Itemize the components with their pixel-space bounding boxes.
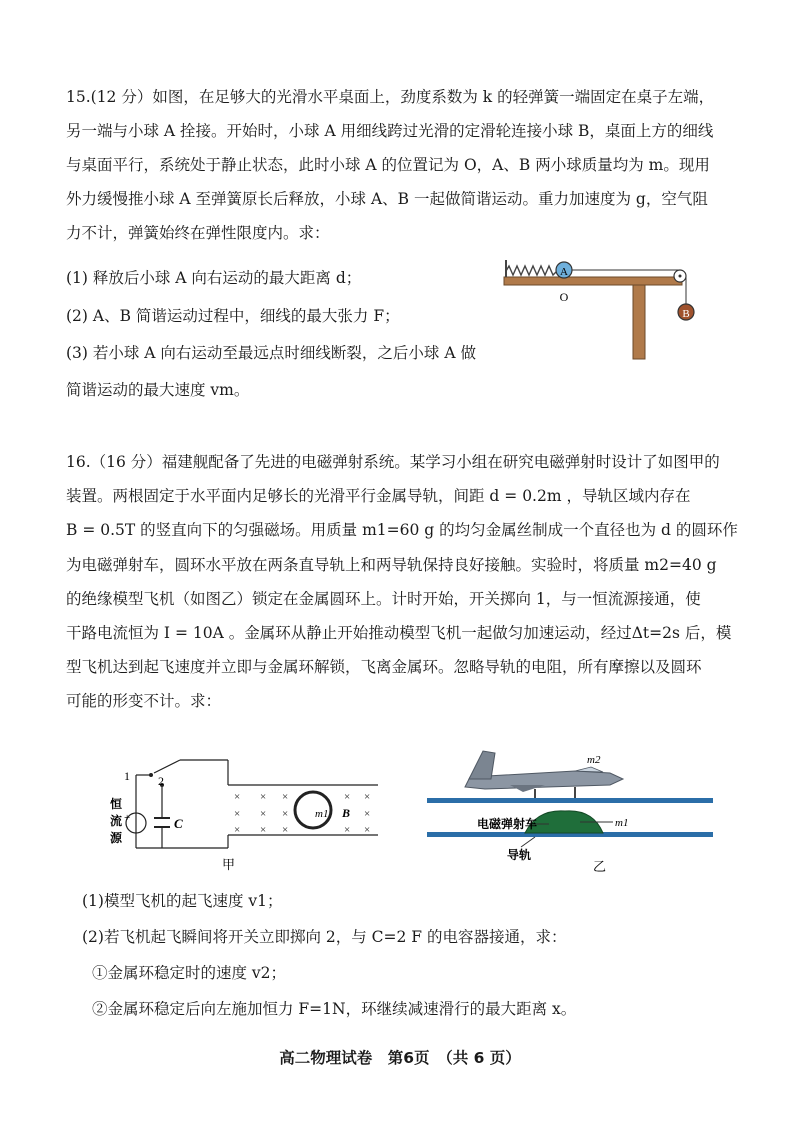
q15-line-4: 外力缓慢推小球 A 至弹簧原长后释放，小球 A、B 一起做简谐运动。重力加速度为 g，空气阻 [66, 190, 708, 208]
cap-label: C [174, 816, 183, 831]
q16-line-3: B = 0.5T 的竖直向下的匀强磁场。用质量 m1=60 g 的均匀金属丝制成一个直径也为 d 的圆环作 [66, 521, 738, 539]
rail-pointer [521, 837, 535, 847]
switch-pivot [149, 773, 153, 777]
field-label: B [342, 806, 351, 820]
q15-figure [500, 255, 710, 363]
cross: × [234, 791, 241, 803]
q16-sub-2b: ②金属环稳定后向左施加恒力 F=1N，环继续减速滑行的最大距离 x。 [92, 1000, 577, 1018]
cross: × [364, 791, 371, 803]
plane-tail [469, 751, 495, 779]
page-footer: 高二物理试卷 第6页 （共 6 页） [279, 1049, 521, 1067]
cross: × [282, 808, 289, 820]
q16-line-7: 型飞机达到起飞速度并立即与金属环解锁，飞离金属环。忽略导轨的电阻，所有摩擦以及圆环 [66, 658, 702, 676]
rail-upper [427, 798, 713, 803]
q16-line-6: 干路电流恒为 I = 10A 。金属环从静止开始推动模型飞机一起做匀加速运动，经过Δt=2s 后，模 [66, 624, 732, 642]
figure-jia [110, 745, 410, 880]
q15-sub-3b: 简谐运动的最大速度 vm。 [66, 381, 250, 399]
pulley-axle [679, 275, 682, 278]
q15-sub-2: (2) A、B 简谐运动过程中，细线的最大张力 F； [66, 307, 400, 325]
cross: × [260, 808, 267, 820]
cross: × [344, 824, 351, 836]
car-label: 电磁弹射车 [477, 817, 538, 831]
figure-yi [425, 745, 715, 880]
q16-line-5: 的绝缘模型飞机（如图乙）锁定在金属圆环上。计时开始，开关掷向 1，与一恒流源接通，使 [66, 590, 701, 608]
figure-jia-caption: 甲 [222, 858, 236, 873]
cross: × [364, 808, 371, 820]
cross: × [260, 824, 267, 836]
cross: × [344, 791, 351, 803]
q16-line-2: 装置。两根固定于水平面内足够长的光滑平行金属导轨，间距 d = 0.2m ，导轨区域内存在 [66, 487, 691, 505]
q15-line-3: 与桌面平行，系统处于静止状态，此时小球 A 的位置记为 O，A、B 两小球质量均为 m。现用 [66, 156, 710, 174]
q16-line-4: 为电磁弹射车，圆环水平放在两条直导轨上和两导轨保持良好接触。实验时，将质量 m2=40 g [66, 556, 717, 574]
table-top [504, 277, 682, 285]
cross: × [282, 791, 289, 803]
switch-label-1: 1 [124, 769, 130, 783]
switch-blade [154, 760, 180, 773]
spring [506, 266, 557, 275]
cross: × [260, 791, 267, 803]
ring-label: m1 [315, 808, 329, 820]
q15-line-1: 15.(12 分）如图，在足够大的光滑水平桌面上，劲度系数为 k 的轻弹簧一端固定在桌子左端， [66, 88, 715, 106]
label-b: B [682, 308, 690, 320]
q15-line-2: 另一端与小球 A 拴接。开始时，小球 A 用细线跨过光滑的定滑轮连接小球 B，桌面上方的细线 [66, 122, 714, 140]
source-label-3: 源 [110, 831, 123, 845]
q15-line-5: 力不计，弹簧始终在弹性限度内。求： [66, 224, 330, 242]
source-label-1: 恒 [110, 797, 123, 811]
table-leg [633, 285, 645, 359]
switch-label-2: 2 [158, 774, 164, 788]
rail-label: 导轨 [507, 848, 532, 862]
q15-sub-3a: (3) 若小球 A 向右运动至最远点时细线断裂，之后小球 A 做 [66, 344, 476, 362]
m2-label: m2 [587, 754, 601, 766]
q16-line-1: 16.（16 分）福建舰配备了先进的电磁弹射系统。某学习小组在研究电磁弹射时设计了如图甲的 [66, 453, 720, 471]
figure-yi-caption: 乙 [593, 860, 607, 875]
q16-sub-2a: ①金属环稳定时的速度 v2； [92, 964, 287, 982]
q15-sub-1: (1) 释放后小球 A 向右运动的最大距离 d； [66, 269, 362, 287]
source-label-2: 流 [110, 814, 123, 828]
cross: × [364, 824, 371, 836]
label-o: O [559, 290, 569, 304]
q16-sub-2: (2)若飞机起飞瞬间将开关立即掷向 2，与 C=2 F 的电容器接通，求： [82, 928, 567, 946]
cross: × [234, 808, 241, 820]
plane-canopy [575, 767, 603, 772]
cross: × [282, 824, 289, 836]
m1-label: m1 [615, 817, 629, 829]
cross: × [234, 824, 241, 836]
q16-sub-1: (1)模型飞机的起飞速度 v1； [82, 892, 283, 910]
plus-sign: + [124, 812, 131, 824]
q16-line-8: 可能的形变不计。求： [66, 692, 222, 710]
label-a: A [560, 266, 568, 278]
